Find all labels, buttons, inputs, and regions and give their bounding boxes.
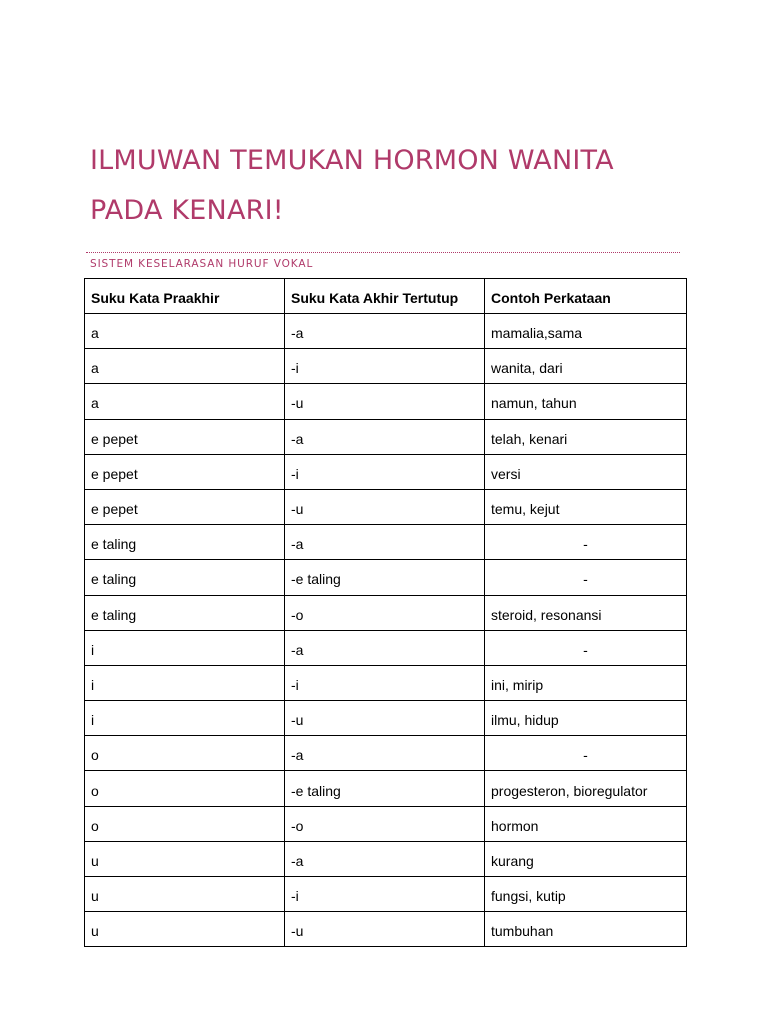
cell-akhir-tertutup: -i — [285, 349, 485, 384]
table-body — [85, 314, 687, 947]
cell-praakhir: a — [85, 384, 285, 419]
section-divider — [86, 252, 680, 253]
cell-praakhir: u — [85, 877, 285, 912]
cell-praakhir: e taling — [85, 560, 285, 595]
cell-akhir-tertutup: -o — [285, 806, 485, 841]
cell-akhir-tertutup: -i — [285, 877, 485, 912]
cell-praakhir: o — [85, 771, 285, 806]
cell-praakhir: i — [85, 701, 285, 736]
cell-praakhir: e taling — [85, 595, 285, 630]
cell-akhir-tertutup: -a — [285, 419, 485, 454]
cell-contoh: mamalia,sama — [485, 314, 687, 349]
table-row — [85, 419, 687, 454]
table-row — [85, 454, 687, 489]
table-header-row — [85, 279, 687, 314]
cell-praakhir: u — [85, 912, 285, 947]
cell-akhir-tertutup: -u — [285, 912, 485, 947]
table-row — [85, 595, 687, 630]
table-row — [85, 912, 687, 947]
cell-akhir-tertutup: -e taling — [285, 771, 485, 806]
cell-praakhir: i — [85, 665, 285, 700]
cell-akhir-tertutup: -a — [285, 841, 485, 876]
cell-praakhir: e pepet — [85, 454, 285, 489]
cell-praakhir: e taling — [85, 525, 285, 560]
table-row — [85, 877, 687, 912]
cell-contoh: - — [485, 736, 687, 771]
table-row — [85, 489, 687, 524]
cell-akhir-tertutup: -e taling — [285, 560, 485, 595]
header-suku-kata-akhir-tertutup: Suku Kata Akhir Tertutup — [285, 279, 485, 314]
cell-akhir-tertutup: -a — [285, 736, 485, 771]
cell-akhir-tertutup: -u — [285, 384, 485, 419]
table-row — [85, 665, 687, 700]
cell-contoh: hormon — [485, 806, 687, 841]
table-row — [85, 701, 687, 736]
cell-praakhir: e pepet — [85, 489, 285, 524]
cell-praakhir: u — [85, 841, 285, 876]
table-row — [85, 314, 687, 349]
table-row — [85, 736, 687, 771]
cell-contoh: temu, kejut — [485, 489, 687, 524]
title-line-2: PADA KENARI! — [90, 195, 284, 226]
cell-contoh: tumbuhan — [485, 912, 687, 947]
document-title — [90, 136, 710, 236]
cell-akhir-tertutup: -u — [285, 489, 485, 524]
cell-akhir-tertutup: -u — [285, 701, 485, 736]
cell-contoh: telah, kenari — [485, 419, 687, 454]
cell-akhir-tertutup: -i — [285, 454, 485, 489]
cell-contoh: versi — [485, 454, 687, 489]
cell-contoh: kurang — [485, 841, 687, 876]
table-row — [85, 560, 687, 595]
cell-contoh: wanita, dari — [485, 349, 687, 384]
cell-contoh: progesteron, bioregulator — [485, 771, 687, 806]
table-row — [85, 349, 687, 384]
cell-contoh: fungsi, kutip — [485, 877, 687, 912]
cell-contoh: - — [485, 630, 687, 665]
table-row — [85, 630, 687, 665]
cell-praakhir: a — [85, 314, 285, 349]
cell-praakhir: a — [85, 349, 285, 384]
table-row — [85, 525, 687, 560]
section-heading: SISTEM KESELARASAN HURUF VOKAL — [90, 258, 314, 270]
cell-contoh: namun, tahun — [485, 384, 687, 419]
cell-akhir-tertutup: -a — [285, 630, 485, 665]
cell-akhir-tertutup: -a — [285, 314, 485, 349]
cell-praakhir: o — [85, 806, 285, 841]
cell-praakhir: o — [85, 736, 285, 771]
title-line-1: ILMUWAN TEMUKAN HORMON WANITA — [90, 145, 614, 176]
cell-praakhir: e pepet — [85, 419, 285, 454]
table-row — [85, 771, 687, 806]
cell-praakhir: i — [85, 630, 285, 665]
cell-akhir-tertutup: -i — [285, 665, 485, 700]
cell-contoh: ilmu, hidup — [485, 701, 687, 736]
cell-contoh: steroid, resonansi — [485, 595, 687, 630]
header-suku-kata-praakhir: Suku Kata Praakhir — [85, 279, 285, 314]
table-row — [85, 384, 687, 419]
cell-akhir-tertutup: -a — [285, 525, 485, 560]
table-row — [85, 806, 687, 841]
table-row — [85, 841, 687, 876]
cell-akhir-tertutup: -o — [285, 595, 485, 630]
cell-contoh: - — [485, 525, 687, 560]
vowel-harmony-table — [84, 278, 687, 947]
cell-contoh: ini, mirip — [485, 665, 687, 700]
header-contoh-perkataan: Contoh Perkataan — [485, 279, 687, 314]
cell-contoh: - — [485, 560, 687, 595]
